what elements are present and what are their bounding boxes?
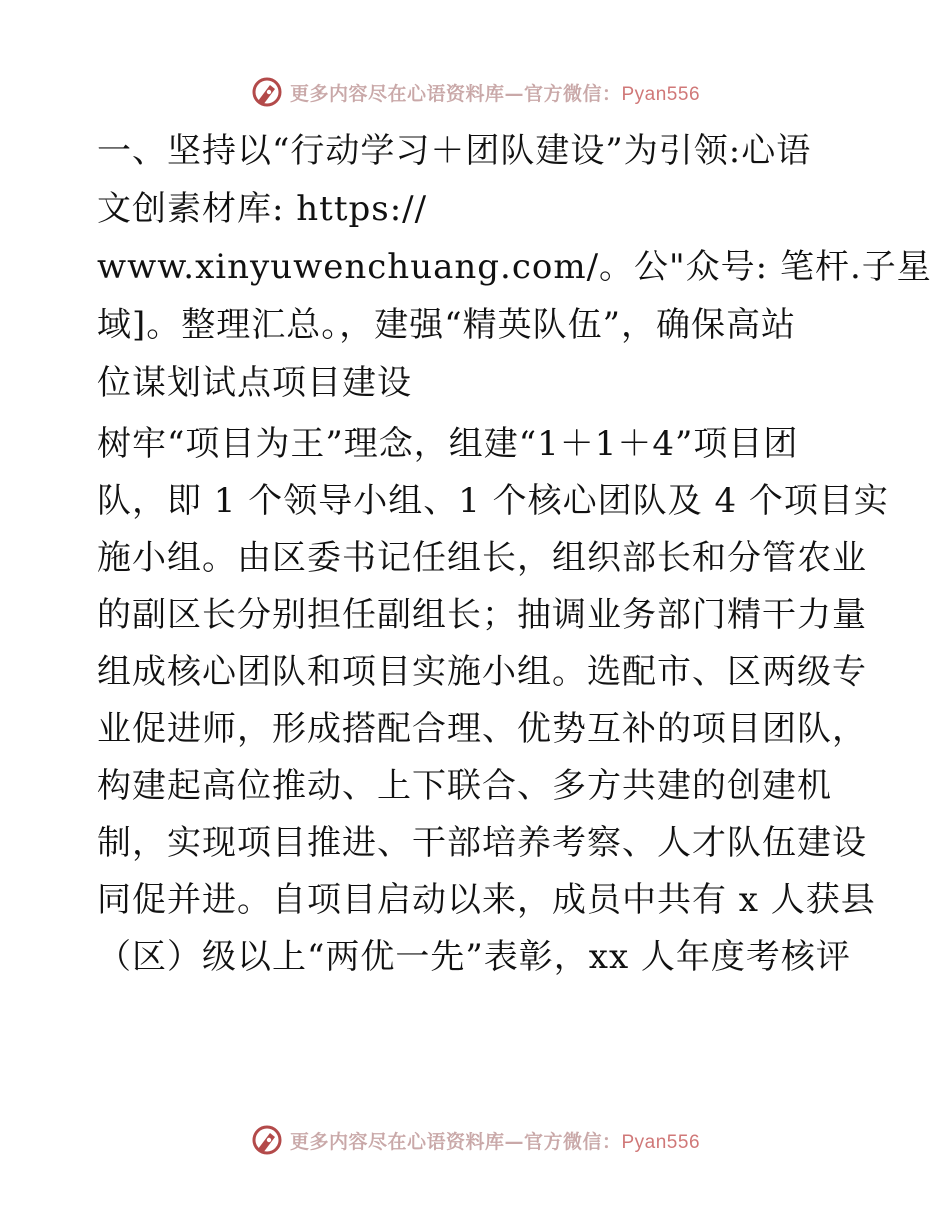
watermark-wechat-id: Pyan556 [621, 83, 701, 105]
heading-line: www.xinyuwenchuang.com/。公"众号: 笔杆.子星 [97, 247, 932, 287]
paragraph-line: 业促进师，形成搭配合理、优势互补的项目团队， [97, 709, 867, 749]
body-paragraph [97, 416, 889, 986]
heading-line: 位谋划试点项目建设 [97, 363, 412, 403]
pen-nib-logo-icon [250, 75, 284, 109]
watermark-footer [0, 1120, 950, 1160]
document-body [97, 122, 932, 986]
paragraph-line: 的副区长分别担任副组长；抽调业务部门精干力量 [97, 595, 867, 635]
paragraph-line: 队，即 1 个领导小组、1 个核心团队及 4 个项目实 [97, 481, 889, 521]
paragraph-line: 组成核心团队和项目实施小组。选配市、区两级专 [97, 652, 867, 692]
watermark-text: 更多内容尽在心语资料库—官方微信：Pyan556 [289, 82, 701, 105]
pen-nib-logo-icon [250, 1123, 284, 1157]
paragraph-line: 施小组。由区委书记任组长，组织部长和分管农业 [97, 538, 867, 578]
paragraph-line: 树牢“项目为王”理念，组建“1＋1＋4”项目团 [97, 424, 799, 464]
heading-line: 域]。整理汇总。，建强“精英队伍”，确保高站 [97, 305, 797, 345]
watermark-text: 更多内容尽在心语资料库—官方微信：Pyan556 [289, 1130, 701, 1153]
paragraph-line: 同促并进。自项目启动以来，成员中共有 x 人获县 [97, 880, 876, 920]
watermark-wechat-id: Pyan556 [621, 1131, 701, 1153]
paragraph-line: （区）级以上“两优一先”表彰，xx 人年度考核评 [97, 937, 851, 977]
watermark-header [0, 72, 950, 112]
heading-line: 一、坚持以“行动学习＋团队建设”为引领:心语 [97, 131, 812, 171]
paragraph-line: 构建起高位推动、上下联合、多方共建的创建机 [97, 766, 832, 806]
heading-line: 文创素材库: https:// [97, 189, 428, 229]
section-heading [97, 122, 932, 412]
paragraph-line: 制，实现项目推进、干部培养考察、人才队伍建设 [97, 823, 867, 863]
